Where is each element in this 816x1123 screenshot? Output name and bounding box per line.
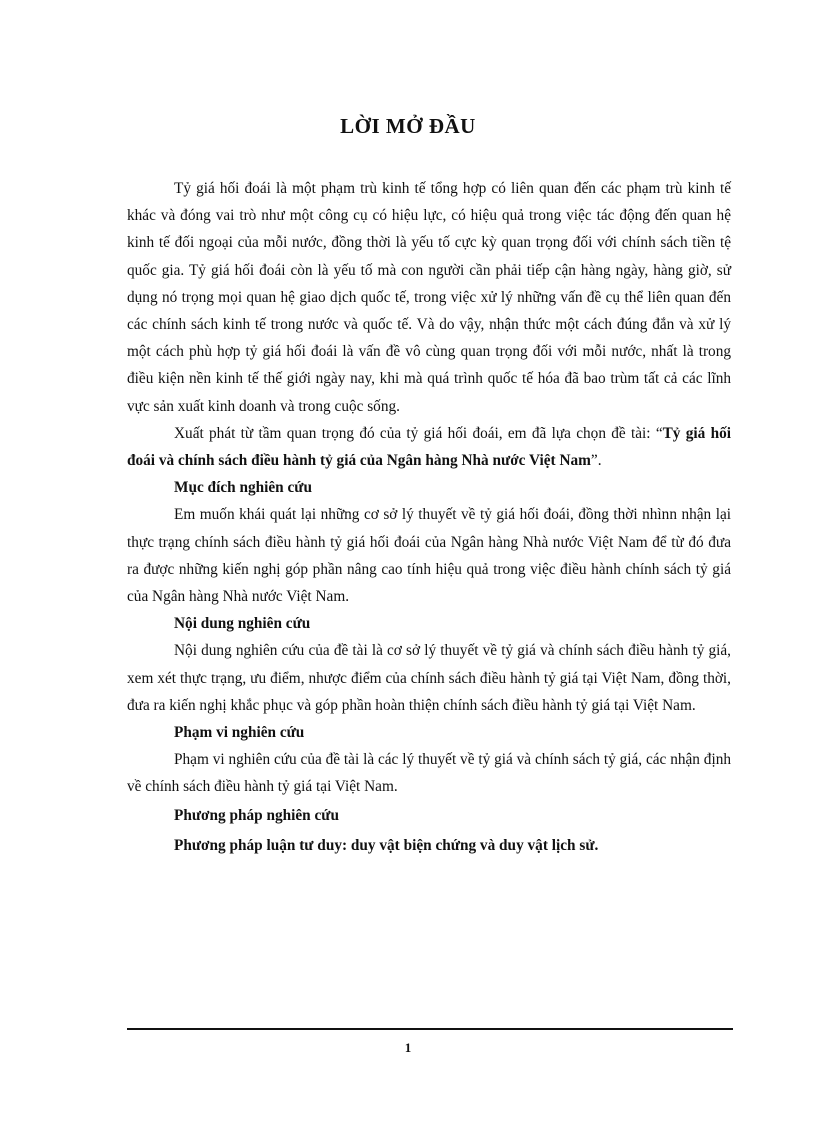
document-body — [127, 175, 731, 861]
page-title: LỜI MỞ ĐẦU — [340, 114, 476, 138]
intro-paragraph: Tỷ giá hối đoái là một phạm trù kinh tế tổng hợp có liên quan đến các phạm trù kinh tế khác và đóng vai trò như một công cụ có hiệu lực, có hiệu quả trong việc tác động đến quan hệ kinh tế đối ngoại của mỗi nước, đồng thời là yếu tố cực kỳ quan trọng đối với chính sách tiền tệ quốc gia. Tỷ giá hối đoái còn là yếu tố mà con người cần phải tiếp cận hàng ngày, hàng giờ, sử dụng nó trọng mọi quan hệ giao dịch quốc tế, trong việc xử lý những vấn đề cụ thể liên quan đến các chính sách kinh tế trong nước và quốc tế. Và do vậy, nhận thức một cách đúng đắn và xử lý một cách phù hợp tỷ giá hối đoái là vấn đề vô cùng quan trọng đối với mỗi nước, nhất là trong điều kiện nền kinh tế thế giới ngày nay, khi mà quá trình quốc tế hóa đã bao trùm tất cả các lĩnh vực sản xuất kinh doanh và trong cuộc sống. — [127, 180, 731, 415]
topic-paragraph — [127, 420, 731, 474]
topic-title: Tỷ giá hối đoái và chính sách điều hành tỷ giá của Ngân hàng Nhà nước Việt Nam — [127, 424, 731, 470]
page-number: 1 — [404, 1040, 412, 1055]
heading-content: Nội dung nghiên cứu — [174, 615, 311, 633]
scope-paragraph: Phạm vi nghiên cứu của đề tài là các lý thuyết về tỷ giá và chính sách tỷ giá, các nhận định về chính sách điều hành tỷ giá tại Việt Nam. — [127, 751, 731, 796]
heading-methods: Phương pháp nghiên cứu — [174, 806, 339, 824]
method-line: Phương pháp luận tư duy: duy vật biện chứng và duy vật lịch sử. — [174, 836, 599, 854]
footer-rule — [127, 1028, 733, 1030]
topic-prefix: Xuất phát từ tầm quan trọng đó của tỷ giá hối đoái, em đã lựa chọn đề tài: “ — [174, 424, 663, 442]
purpose-paragraph: Em muốn khái quát lại những cơ sở lý thuyết về tỷ giá hối đoái, đồng thời nhìnn nhận lại thực trạng chính sách điều hành tỷ giá hối đoái của Ngân hàng Nhà nước Việt Nam để từ đó đưa ra được những kiến nghị góp phần nâng cao tính hiệu quả trong việc điều hành chính sách tỷ giá của Ngân hàng Nhà nước Việt Nam. — [127, 506, 731, 606]
topic-suffix: ”. — [590, 452, 602, 470]
heading-scope: Phạm vi nghiên cứu — [174, 724, 305, 742]
heading-purpose: Mục đích nghiên cứu — [174, 479, 312, 497]
content-paragraph: Nội dung nghiên cứu của đề tài là cơ sở lý thuyết về tỷ giá và chính sách điều hành tỷ giá, xem xét thực trạng, ưu điểm, nhược điểm của chính sách điều hành tỷ giá tại Việt Nam, đồng thời, đưa ra kiến nghị khắc phục và góp phần hoàn thiện chính sách điều hành tỷ giá tại Việt Nam. — [127, 642, 731, 714]
